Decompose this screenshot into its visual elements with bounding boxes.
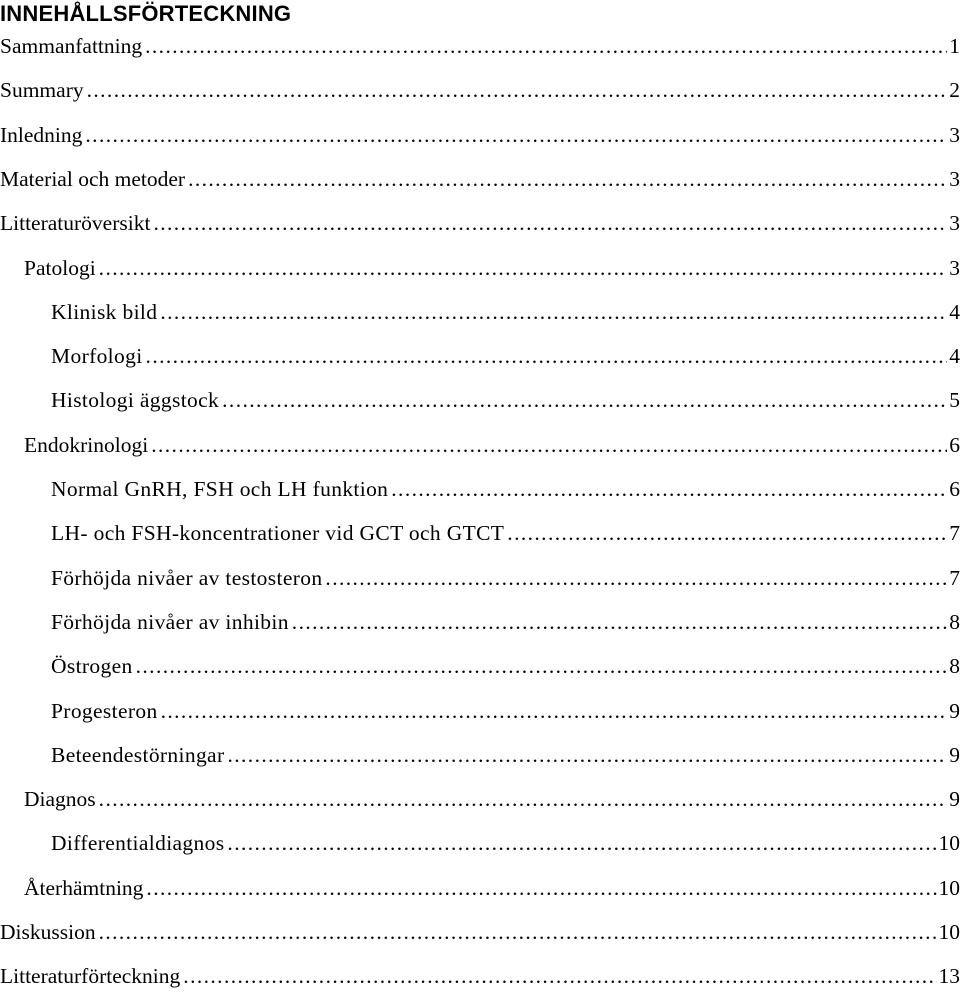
dot-leader (99, 784, 948, 814)
toc-entry[interactable] (51, 518, 960, 548)
toc-entry-page-number: 9 (949, 698, 960, 723)
toc-entry-label: Litteraturförteckning (0, 964, 181, 989)
toc-entry-label: Patologi (24, 255, 96, 280)
dot-leader (153, 208, 947, 238)
toc-entry[interactable] (24, 253, 960, 283)
toc-entry-label: Litteraturöversikt (0, 211, 151, 236)
dot-leader (160, 297, 947, 327)
toc-entry-label: Histologi äggstock (51, 388, 220, 413)
toc-entry-label: Klinisk bild (51, 299, 158, 324)
dot-leader (227, 828, 936, 858)
toc-entry-label: Sammanfattning (0, 34, 143, 58)
toc-entry-label: Beteendestörningar (51, 742, 225, 767)
dot-leader (136, 651, 948, 681)
toc-entry[interactable] (51, 607, 960, 637)
toc-entry-label: Material och metoder (0, 166, 186, 191)
dot-leader (222, 385, 947, 415)
toc-entry[interactable] (24, 430, 960, 460)
toc-entry-label: Diskussion (0, 920, 96, 944)
toc-entry-page-number: 13 (938, 964, 960, 989)
toc-entry[interactable] (24, 784, 960, 814)
toc-entry-page-number: 6 (949, 477, 960, 501)
dot-leader (99, 917, 937, 947)
toc-entry-label: Normal GnRH, FSH och LH funktion (51, 477, 389, 501)
dot-leader (146, 341, 948, 371)
toc-entry-page-number: 4 (949, 344, 960, 369)
toc-entry[interactable] (24, 873, 960, 903)
toc-entry-label: Progesteron (51, 698, 158, 723)
toc-entry-page-number: 3 (949, 211, 960, 236)
toc-entry[interactable] (51, 297, 960, 327)
toc-entry[interactable] (0, 164, 960, 194)
toc-entry[interactable] (51, 740, 960, 770)
toc-entry-page-number: 9 (949, 742, 960, 767)
dot-leader (99, 253, 948, 283)
toc-entry[interactable] (51, 828, 960, 858)
toc-entry[interactable] (51, 474, 960, 504)
toc-entry-label: Förhöjda nivåer av testosteron (51, 565, 323, 590)
toc-entry-label: Endokrinologi (24, 432, 149, 457)
dot-leader (87, 75, 948, 105)
toc-entry-page-number: 1 (949, 34, 960, 58)
toc-entry-page-number: 3 (949, 166, 960, 191)
toc-entry-page-number: 9 (949, 787, 960, 812)
toc-entry-page-number: 3 (949, 122, 960, 147)
toc-entry-label: Återhämtning (24, 875, 144, 900)
dot-leader (507, 518, 947, 548)
dot-leader (325, 563, 947, 593)
toc-entry-page-number: 8 (949, 654, 960, 679)
dot-leader (151, 430, 947, 460)
toc-entry-page-number: 5 (949, 388, 960, 413)
toc-entry-page-number: 10 (938, 831, 960, 856)
toc-entry-label: LH- och FSH-koncentrationer vid GCT och GTCT (51, 521, 505, 546)
toc-title: INNEHÅLLSFÖRTECKNING (0, 1, 292, 26)
toc-entry-label: Summary (0, 78, 84, 103)
toc-entry[interactable] (0, 917, 960, 947)
toc-entry-label: Östrogen (51, 654, 133, 679)
toc-entry[interactable] (0, 31, 960, 61)
dot-leader (85, 120, 947, 150)
dot-leader (227, 740, 947, 770)
toc-entry[interactable] (51, 341, 960, 371)
dot-leader (146, 873, 936, 903)
toc-entry[interactable] (0, 208, 960, 238)
dot-leader (145, 31, 947, 61)
toc-entry-page-number: 10 (938, 875, 960, 900)
toc-entry-page-number: 8 (949, 609, 960, 634)
dot-leader (391, 474, 947, 504)
dot-leader (292, 607, 947, 637)
toc-entry[interactable] (51, 563, 960, 593)
dot-leader (188, 164, 947, 194)
toc-entry-label: Förhöjda nivåer av inhibin (51, 609, 289, 634)
toc-entry-page-number: 10 (938, 920, 960, 944)
toc-entry-label: Diagnos (24, 787, 96, 812)
dot-leader (161, 696, 948, 726)
toc-entry-page-number: 6 (949, 432, 960, 457)
toc-entry-page-number: 7 (949, 565, 960, 590)
toc-entry-label: Inledning (0, 122, 83, 147)
toc-entry[interactable] (51, 696, 960, 726)
toc-entry-page-number: 4 (949, 299, 960, 324)
toc-entry-page-number: 7 (949, 521, 960, 546)
toc-entry[interactable] (51, 385, 960, 415)
toc-entry[interactable] (0, 961, 960, 991)
toc-entry-label: Morfologi (51, 344, 143, 369)
toc-entry-page-number: 3 (949, 255, 960, 280)
toc-entry[interactable] (0, 75, 960, 105)
toc-entry-page-number: 2 (949, 78, 960, 103)
toc-entry-label: Differentialdiagnos (51, 831, 225, 856)
toc-entry[interactable] (51, 651, 960, 681)
dot-leader (183, 961, 936, 991)
toc-entry[interactable] (0, 120, 960, 150)
